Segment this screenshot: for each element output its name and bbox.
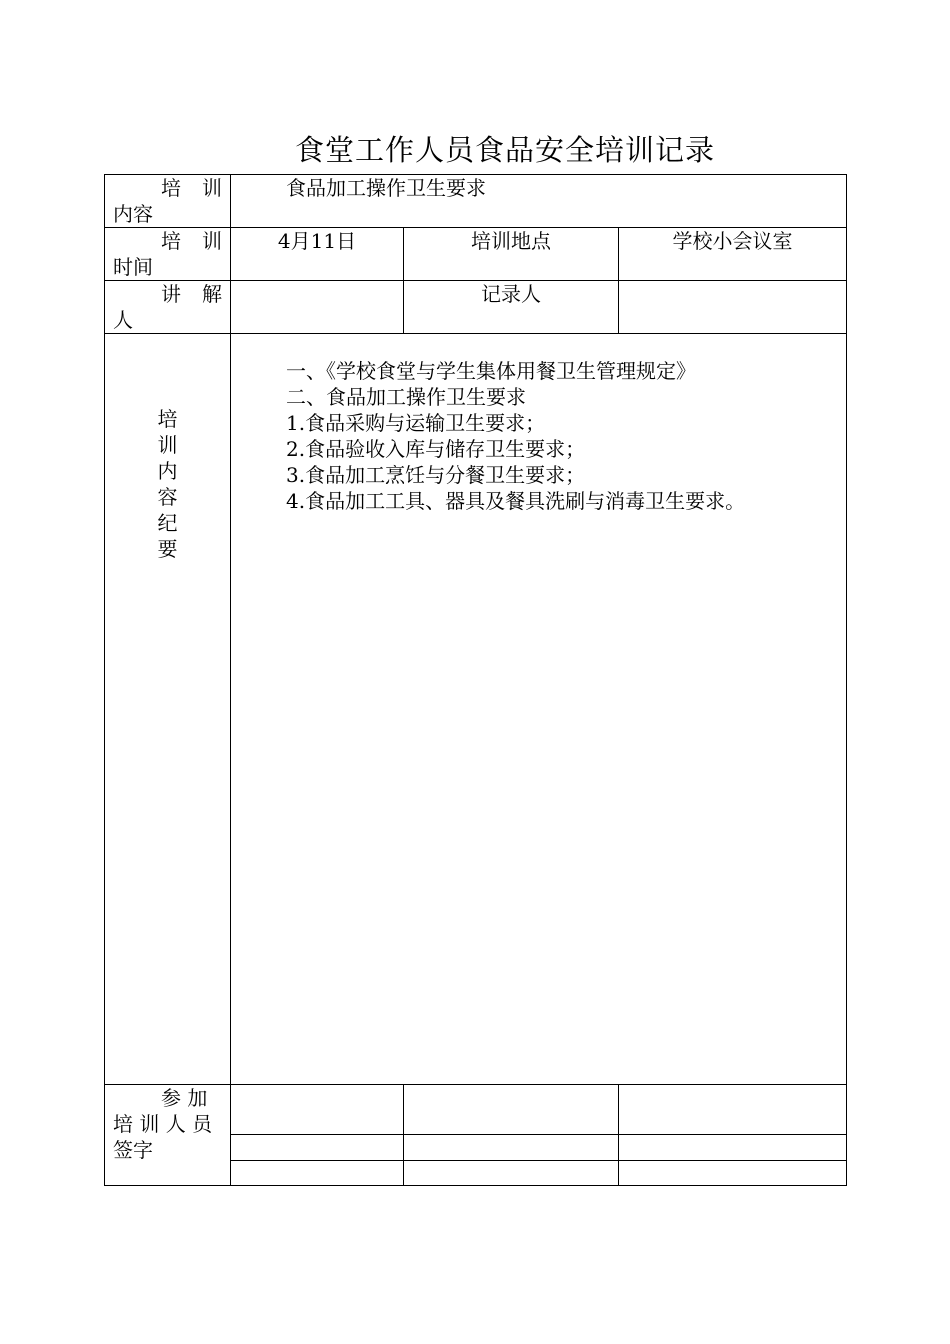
value-lecturer[interactable] — [231, 281, 404, 334]
value-training-place[interactable]: 学校小会议室 — [619, 228, 847, 281]
row-signature-1 — [105, 1085, 847, 1135]
page-title: 食堂工作人员食品安全培训记录 — [294, 133, 715, 167]
signature-cell[interactable] — [619, 1085, 847, 1135]
label-recorder: 记录人 — [404, 281, 619, 334]
summary-line: 3.食品加工烹饪与分餐卫生要求； — [286, 463, 586, 487]
label-training-time: 培 训 时间 — [105, 228, 231, 281]
label-training-content: 培 训 内容 — [105, 175, 231, 228]
label-training-summary: 培 训 内 容 纪 要 — [105, 334, 231, 1085]
summary-line: 1.食品采购与运输卫生要求； — [286, 411, 546, 435]
signature-cell[interactable] — [231, 1085, 404, 1135]
signature-cell[interactable] — [619, 1161, 847, 1186]
value-training-summary[interactable] — [231, 334, 847, 1085]
signature-cell[interactable] — [231, 1135, 404, 1161]
summary-line: 二、食品加工操作卫生要求 — [286, 385, 526, 409]
signature-cell[interactable] — [404, 1161, 619, 1186]
signature-cell[interactable] — [619, 1135, 847, 1161]
summary-line: 一、《学校食堂与学生集体用餐卫生管理规定》 — [286, 359, 696, 383]
training-record-table — [104, 174, 847, 1186]
row-lecturer — [105, 281, 847, 334]
row-training-summary — [105, 334, 847, 1085]
signature-cell[interactable] — [404, 1135, 619, 1161]
label-signatures: 参 加 培 训 人 员 签字 — [105, 1085, 231, 1186]
label-lecturer: 讲 解 人 — [105, 281, 231, 334]
value-training-time[interactable]: 4月11日 — [231, 228, 404, 281]
value-recorder[interactable] — [619, 281, 847, 334]
signature-cell[interactable] — [404, 1085, 619, 1135]
summary-line: 4.食品加工工具、器具及餐具洗刷与消毒卫生要求。 — [286, 489, 746, 513]
label-training-place: 培训地点 — [404, 228, 619, 281]
value-training-content[interactable]: 食品加工操作卫生要求 — [231, 175, 847, 228]
signature-cell[interactable] — [231, 1161, 404, 1186]
row-training-content — [105, 175, 847, 228]
row-training-time — [105, 228, 847, 281]
summary-line: 2.食品验收入库与储存卫生要求； — [286, 437, 586, 461]
